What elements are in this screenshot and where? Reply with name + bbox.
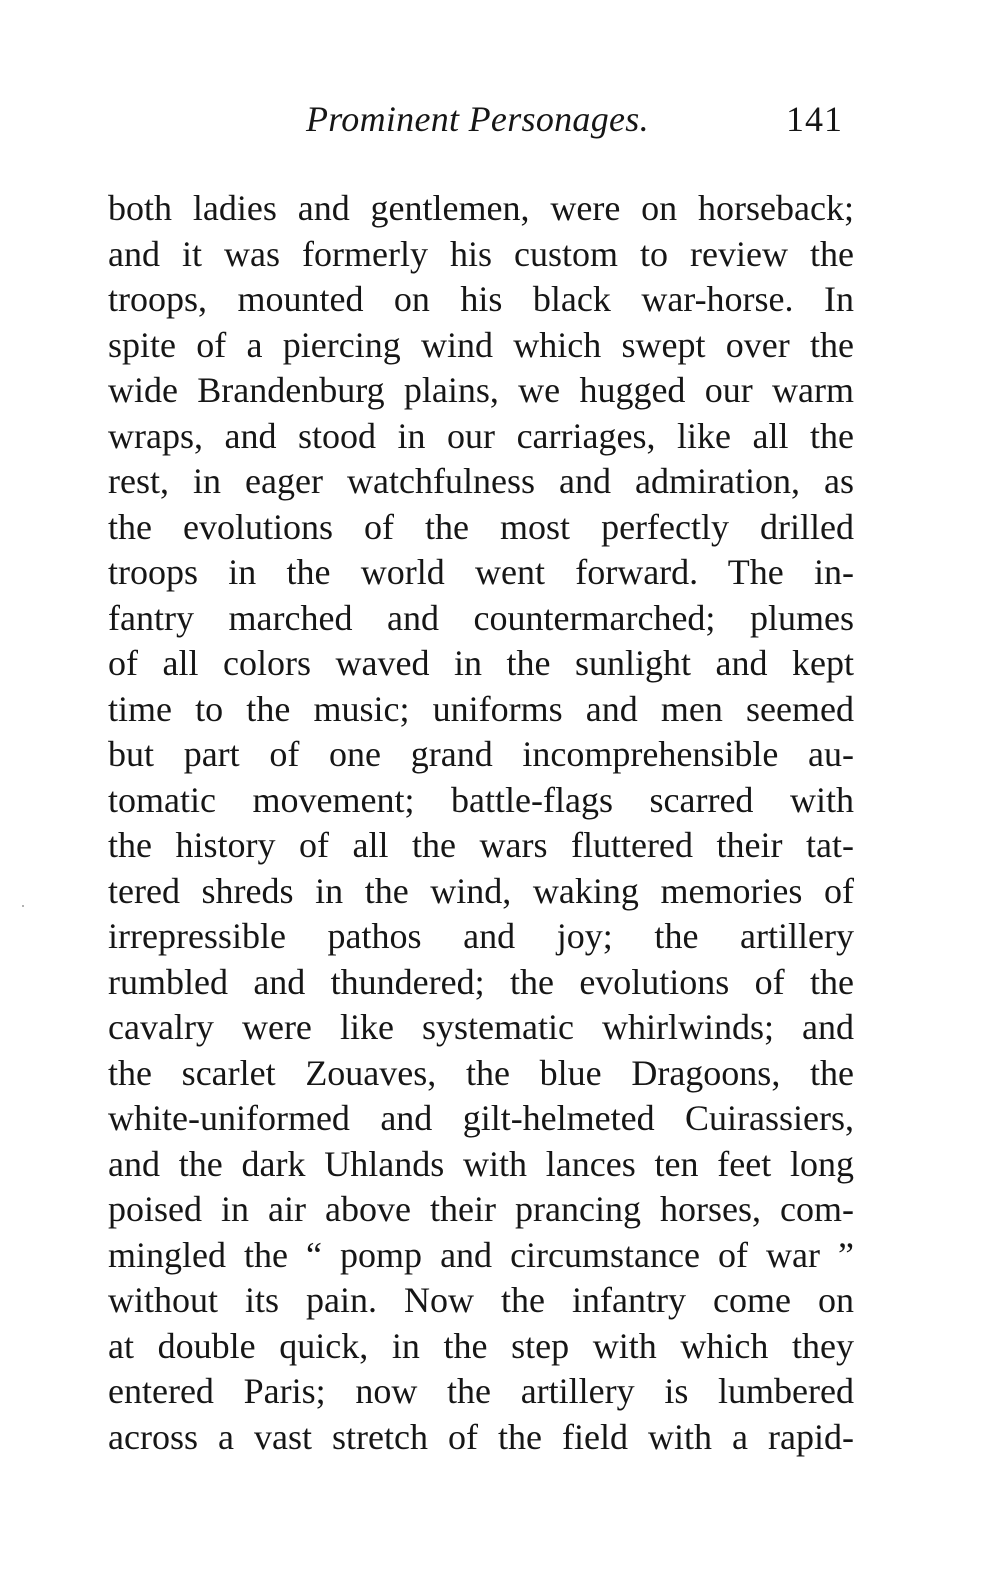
text-line: the evolutions of the most perfectly drilled (108, 506, 854, 547)
text-line: the history of all the wars fluttered their tat- (108, 825, 854, 865)
page-number: 141 (786, 99, 843, 139)
text-line: rumbled and thundered; the evolutions of the (108, 961, 854, 1002)
text-line: time to the music; uniforms and men seemed (108, 688, 854, 729)
text-line: without its pain. Now the infantry come on (108, 1280, 854, 1320)
text-line: irrepressible pathos and joy; the artillery (108, 916, 854, 956)
text-line: at double quick, in the step with which they (108, 1325, 854, 1366)
body-text (108, 186, 854, 1460)
running-head (0, 98, 1000, 148)
text-line: across a vast stretch of the field with a rapid- (108, 1416, 854, 1457)
text-line: both ladies and gentlemen, were on horseback; (108, 188, 854, 228)
text-line: of all colors waved in the sunlight and kept (108, 643, 854, 683)
running-title: Prominent Personages. (306, 99, 649, 139)
text-line: cavalry were like systematic whirlwinds; and (108, 1007, 854, 1047)
text-line: poised in air above their prancing horses, com- (108, 1189, 854, 1229)
text-line: wide Brandenburg plains, we hugged our warm (108, 370, 854, 410)
text-line: entered Paris; now the artillery is lumbered (108, 1371, 854, 1411)
text-line: and it was formerly his custom to review the (108, 233, 854, 274)
paper-speck (22, 905, 24, 907)
text-line: mingled the “ pomp and circumstance of war ” (108, 1234, 854, 1275)
text-line: rest, in eager watchfulness and admiration, as (108, 461, 854, 501)
text-line: spite of a piercing wind which swept over the (108, 324, 854, 365)
text-line: the scarlet Zouaves, the blue Dragoons, the (108, 1052, 854, 1093)
text-line: troops in the world went forward. The in- (108, 552, 854, 592)
text-line: but part of one grand incomprehensible au- (108, 734, 854, 774)
text-line: troops, mounted on his black war-horse. In (108, 279, 854, 319)
text-line: and the dark Uhlands with lances ten feet long (108, 1143, 854, 1184)
text-line: white-uniformed and gilt-helmeted Cuirassiers, (108, 1098, 854, 1138)
text-line: wraps, and stood in our carriages, like all the (108, 415, 854, 456)
text-line: tomatic movement; battle-flags scarred with (108, 779, 854, 820)
text-line: tered shreds in the wind, waking memories of (108, 870, 854, 911)
text-line: fantry marched and countermarched; plumes (108, 597, 854, 638)
